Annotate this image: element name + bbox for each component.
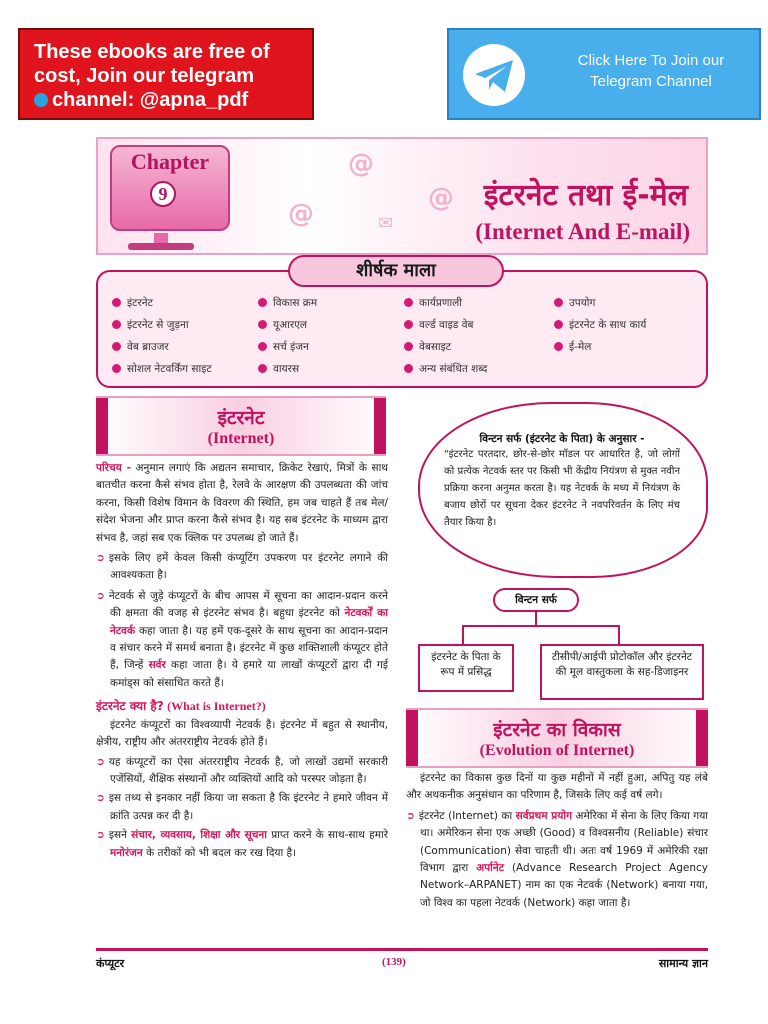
footer-divider — [96, 948, 708, 951]
chapter-title-english: (Internet And E-mail) — [475, 219, 690, 244]
bullet-paragraph — [96, 588, 388, 692]
quote-heading: विन्टन सर्फ (इंटरनेट के पिता) के अनुसार - — [479, 433, 645, 445]
arrow-bullet-icon: ➲ — [96, 552, 105, 565]
bullet-text: यह कंप्यूटरों का ऐसा अंतरराष्ट्रीय नेटवर्क है, जो लाखों उद्यमों सरकारी एजेंसियों, शैक्षिक संस्थानों और व्यक्तियों आदि को परस्पर जोड़ता है। — [108, 755, 388, 785]
footer-subject: कंप्यूटर — [96, 957, 125, 970]
section-heading-evolution — [406, 708, 708, 768]
topic-label: सर्च इंजन — [273, 341, 309, 353]
subheading-hindi: इंटरनेट क्या है? — [96, 699, 164, 714]
page-number: (139) — [382, 956, 406, 968]
chapter-monitor-icon — [110, 145, 230, 231]
topic-item — [258, 360, 404, 379]
topic-item — [112, 316, 258, 335]
telegram-plane-svg — [463, 44, 525, 106]
arrow-bullet-icon: ➲ — [406, 809, 415, 822]
at-sign-decoration-icon: @ — [348, 149, 374, 179]
heading-cap-left — [406, 710, 418, 766]
bullet-icon — [112, 320, 121, 329]
topic-item — [404, 338, 554, 357]
tree-connector — [462, 625, 464, 644]
envelope-decoration-icon: ✉ — [378, 213, 394, 234]
bullet-paragraph — [96, 827, 388, 862]
topic-item — [404, 316, 554, 335]
telegram-banner-text — [545, 50, 757, 92]
topic-label: उपयोग — [569, 297, 596, 309]
section-title-hindi: इंटरनेट का विकास — [493, 719, 621, 741]
topics-grid — [112, 294, 700, 379]
arrow-bullet-icon: ➲ — [96, 829, 105, 842]
topic-item — [112, 338, 258, 357]
at-sign-decoration-icon: @ — [288, 199, 314, 229]
intro-label: परिचय - — [96, 462, 131, 474]
bullet-icon — [258, 298, 267, 307]
chapter-number: 9 — [150, 181, 176, 207]
topics-list-box — [96, 270, 708, 388]
intro-text: अनुमान लगाएं कि अद्यतन समाचार, क्रिकेट रेखाएं, मित्रों के साथ बातचीत करना कैसे संभव होता है, रेलवे के आरक्षण की उपलब्धता की जांच करना, किसी विशेष विमान के विवरण की स्थिति, हम जब चाहते हैं तब मेल/संदेश भेजना और प्राप्त करना कैसे संभव है। यह सब इंटरनेट के माध्यम द्वारा संभव है, जहां सब एक क्लिक पर उपलब्ध हो जाते हैं। — [96, 462, 388, 544]
section-title-hindi: इंटरनेट — [217, 407, 265, 429]
promo-line-2: cost, Join our telegram — [34, 65, 255, 87]
topic-item — [258, 316, 404, 335]
topic-label: इंटरनेट — [127, 297, 153, 309]
quote-text: "इंटरनेट परतदार, छोर-से-छोर मॉडल पर आधारित है, जो लोगों को प्रत्येक नेटवर्क स्तर पर किसी भी केंद्रीय नियंत्रण से मुक्त नवीन प्रक्रिया करना अनुमत करता है। यह नेटवर्क के मध्य में नियंत्रण के बजाय छोरों पर सूचना देकर इंटरनेट ने नवपरिवर्तन के लिए मंच तैयार किया है। — [444, 449, 680, 528]
tree-connector — [618, 625, 620, 644]
bullet-icon — [554, 342, 563, 351]
tree-connector — [535, 612, 537, 626]
section-heading-internet — [96, 396, 386, 456]
telegram-line-2: Telegram Channel — [590, 73, 712, 90]
highlight-term: संचार, व्यवसाय, शिक्षा और सूचना — [131, 829, 267, 842]
chapter-title-hindi: इंटरनेट तथा ई-मेल — [483, 178, 688, 213]
topic-label: अन्य संबंधित शब्द — [419, 363, 488, 375]
bullet-icon — [404, 320, 413, 329]
topics-heading: शीर्षक माला — [288, 255, 504, 287]
tree-root-vinton-cerf: विन्टन सर्फ — [493, 588, 579, 612]
topic-item — [554, 316, 704, 335]
footer-book-title: सामान्य ज्ञान — [658, 957, 708, 970]
right-column — [406, 770, 708, 912]
highlight-term: अर्पानेट — [476, 862, 505, 875]
heading-cap-right — [696, 710, 708, 766]
topic-item — [404, 294, 554, 313]
topic-label: ई-मेल — [569, 341, 592, 353]
bullet-text: कहा जाता है। यह हमें एक-दूसरे के साथ सूचना का आदान-प्रदान व संचार करने में समर्थ बनाता है। इंटरनेट में कुछ शक्तिशाली कंप्यूटर होते हैं, जिन्हें — [110, 624, 388, 672]
what-is-internet-paragraph: इंटरनेट कंप्यूटरों का विश्वव्यापी नेटवर्क है। इंटरनेट में बहुत से स्थानीय, क्षेत्रीय, राष्ट्रीय और अंतरराष्ट्रीय नेटवर्क होते हैं। — [96, 718, 388, 749]
topic-item — [404, 360, 554, 379]
bullet-paragraph — [96, 550, 388, 585]
arrow-bullet-icon: ➲ — [96, 589, 105, 602]
chapter-label: Chapter — [130, 149, 210, 174]
bullet-icon — [112, 364, 121, 373]
arrow-bullet-icon: ➲ — [96, 755, 105, 768]
topic-label: सोशल नेटवर्किंग साइट — [127, 363, 212, 375]
topic-label: वेबसाइट — [419, 341, 452, 353]
bullet-text: के तरीकों को भी बदल कर रख दिया है। — [146, 846, 297, 859]
bullet-text: इस तथ्य से इनकार नहीं किया जा सकता है कि इंटरनेट ने हमारे जीवन में क्रांति उत्पन्न कर दी है। — [108, 792, 388, 822]
bullet-text: इसके लिए हमें केवल किसी कंप्यूटिंग उपकरण पर इंटरनेट लगाने की आवश्यकता है। — [108, 552, 388, 582]
join-telegram-banner[interactable] — [447, 28, 761, 120]
evolution-intro-paragraph: इंटरनेट का विकास कुछ दिनों या कुछ महीनों में नहीं हुआ, अपितु यह लंबे और अथकनीक अनुसंधान का परिणाम है, जिसके लिए कई वर्ष लगे। — [406, 772, 708, 802]
topic-label: वर्ल्ड वाइड वेब — [419, 319, 474, 331]
heading-cap-left — [96, 398, 108, 454]
topic-item — [554, 294, 704, 313]
bullet-icon — [404, 364, 413, 373]
subheading-what-is-internet — [96, 698, 388, 716]
topic-label: इंटरनेट के साथ कार्य — [569, 319, 647, 331]
topic-item — [112, 294, 258, 313]
topic-label: यूआरएल — [273, 319, 308, 331]
subheading-english: (What is Internet?) — [167, 699, 266, 714]
free-ebooks-promo-banner[interactable] — [18, 28, 314, 120]
telegram-icon — [34, 93, 48, 107]
topic-item — [258, 294, 404, 313]
bullet-text: (Advance Research Project Agency Network–ARPANET) नाम का एक नेटवर्क (Network) बनाया गया, जो विश्व का पहला नेटवर्क (Network) कहा जाता है। — [420, 862, 709, 909]
highlight-term: सर्वर — [148, 659, 166, 672]
telegram-line-1: Click Here To Join our — [577, 52, 725, 69]
tree-connector — [462, 625, 620, 627]
topic-item — [112, 360, 258, 379]
tree-leaf-father-of-internet: इंटरनेट के पिता के रूप में प्रसिद्ध — [418, 644, 514, 692]
topic-label: वेब ब्राउजर — [127, 341, 169, 353]
highlight-term: सर्वप्रथम प्रयोग — [515, 809, 572, 822]
promo-line-3-row — [34, 88, 306, 112]
bullet-icon — [554, 298, 563, 307]
topic-label: इंटरनेट से जुड़ना — [127, 319, 189, 331]
bullet-paragraph — [96, 754, 388, 789]
bullet-icon — [112, 342, 121, 351]
bullet-icon — [404, 298, 413, 307]
section-title-english: (Internet) — [207, 430, 275, 447]
bullet-icon — [404, 342, 413, 351]
bullet-text: इंटरनेट (Internet) का — [418, 809, 513, 822]
bullet-paragraph — [406, 808, 708, 912]
highlight-term: मनोरंजन — [110, 846, 143, 859]
chapter-header — [96, 137, 708, 255]
telegram-plane-icon — [463, 44, 525, 106]
highlight-term: नेटवर्कों का नेटवर्क — [110, 607, 388, 637]
promo-line-3: channel: @apna_pdf — [52, 89, 249, 111]
topic-item — [554, 338, 704, 357]
vinton-cerf-quote-cloud — [418, 402, 708, 578]
bullet-text: नेटवर्क से जुड़े कंप्यूटरों के बीच आपस में सूचना का आदान-प्रदान करने की क्षमता की वजह से इंटरनेट संभव है। बहुधा इंटरनेट को — [108, 589, 388, 620]
section-title-english: (Evolution of Internet) — [479, 742, 635, 759]
topic-label: वायरस — [273, 363, 300, 375]
bullet-icon — [258, 320, 267, 329]
left-column — [96, 460, 388, 862]
heading-cap-right — [374, 398, 386, 454]
topic-item — [258, 338, 404, 357]
promo-line-1: These ebooks are free of — [34, 41, 270, 63]
bullet-text: अमेरिका में सेना के लिए किया गया था। अमेरिकन सेना एक अच्छी (Good) व विश्वसनीय (Reliable) संचार (Communication) सेवा चाहती थी। अतः वर्ष 1969 में अमेरिकी रक्षा विभाग द्वारा — [420, 809, 709, 875]
intro-paragraph — [96, 460, 388, 547]
bullet-icon — [258, 342, 267, 351]
bullet-text: इसने — [108, 829, 127, 842]
at-sign-decoration-icon: @ — [428, 183, 454, 213]
bullet-icon — [112, 298, 121, 307]
tree-leaf-tcpip-co-designer: टीसीपी/आईपी प्रोटोकॉल और इंटरनेट की मूल वास्तुकला के सह-डिजाइनर — [540, 644, 704, 700]
bullet-icon — [554, 320, 563, 329]
bullet-text: कहा जाता है। ये हमारे या लाखों कंप्यूटरों द्वारा दी गई कमांड्स को संसाधित करते हैं। — [110, 659, 388, 689]
bullet-text: प्राप्त करने के साथ-साथ हमारे — [271, 829, 388, 842]
arrow-bullet-icon: ➲ — [96, 792, 105, 805]
topic-label: विकास क्रम — [273, 297, 318, 309]
bullet-paragraph — [96, 790, 388, 825]
bullet-icon — [258, 364, 267, 373]
topic-label: कार्यप्रणाली — [419, 297, 462, 309]
monitor-base — [128, 243, 194, 250]
